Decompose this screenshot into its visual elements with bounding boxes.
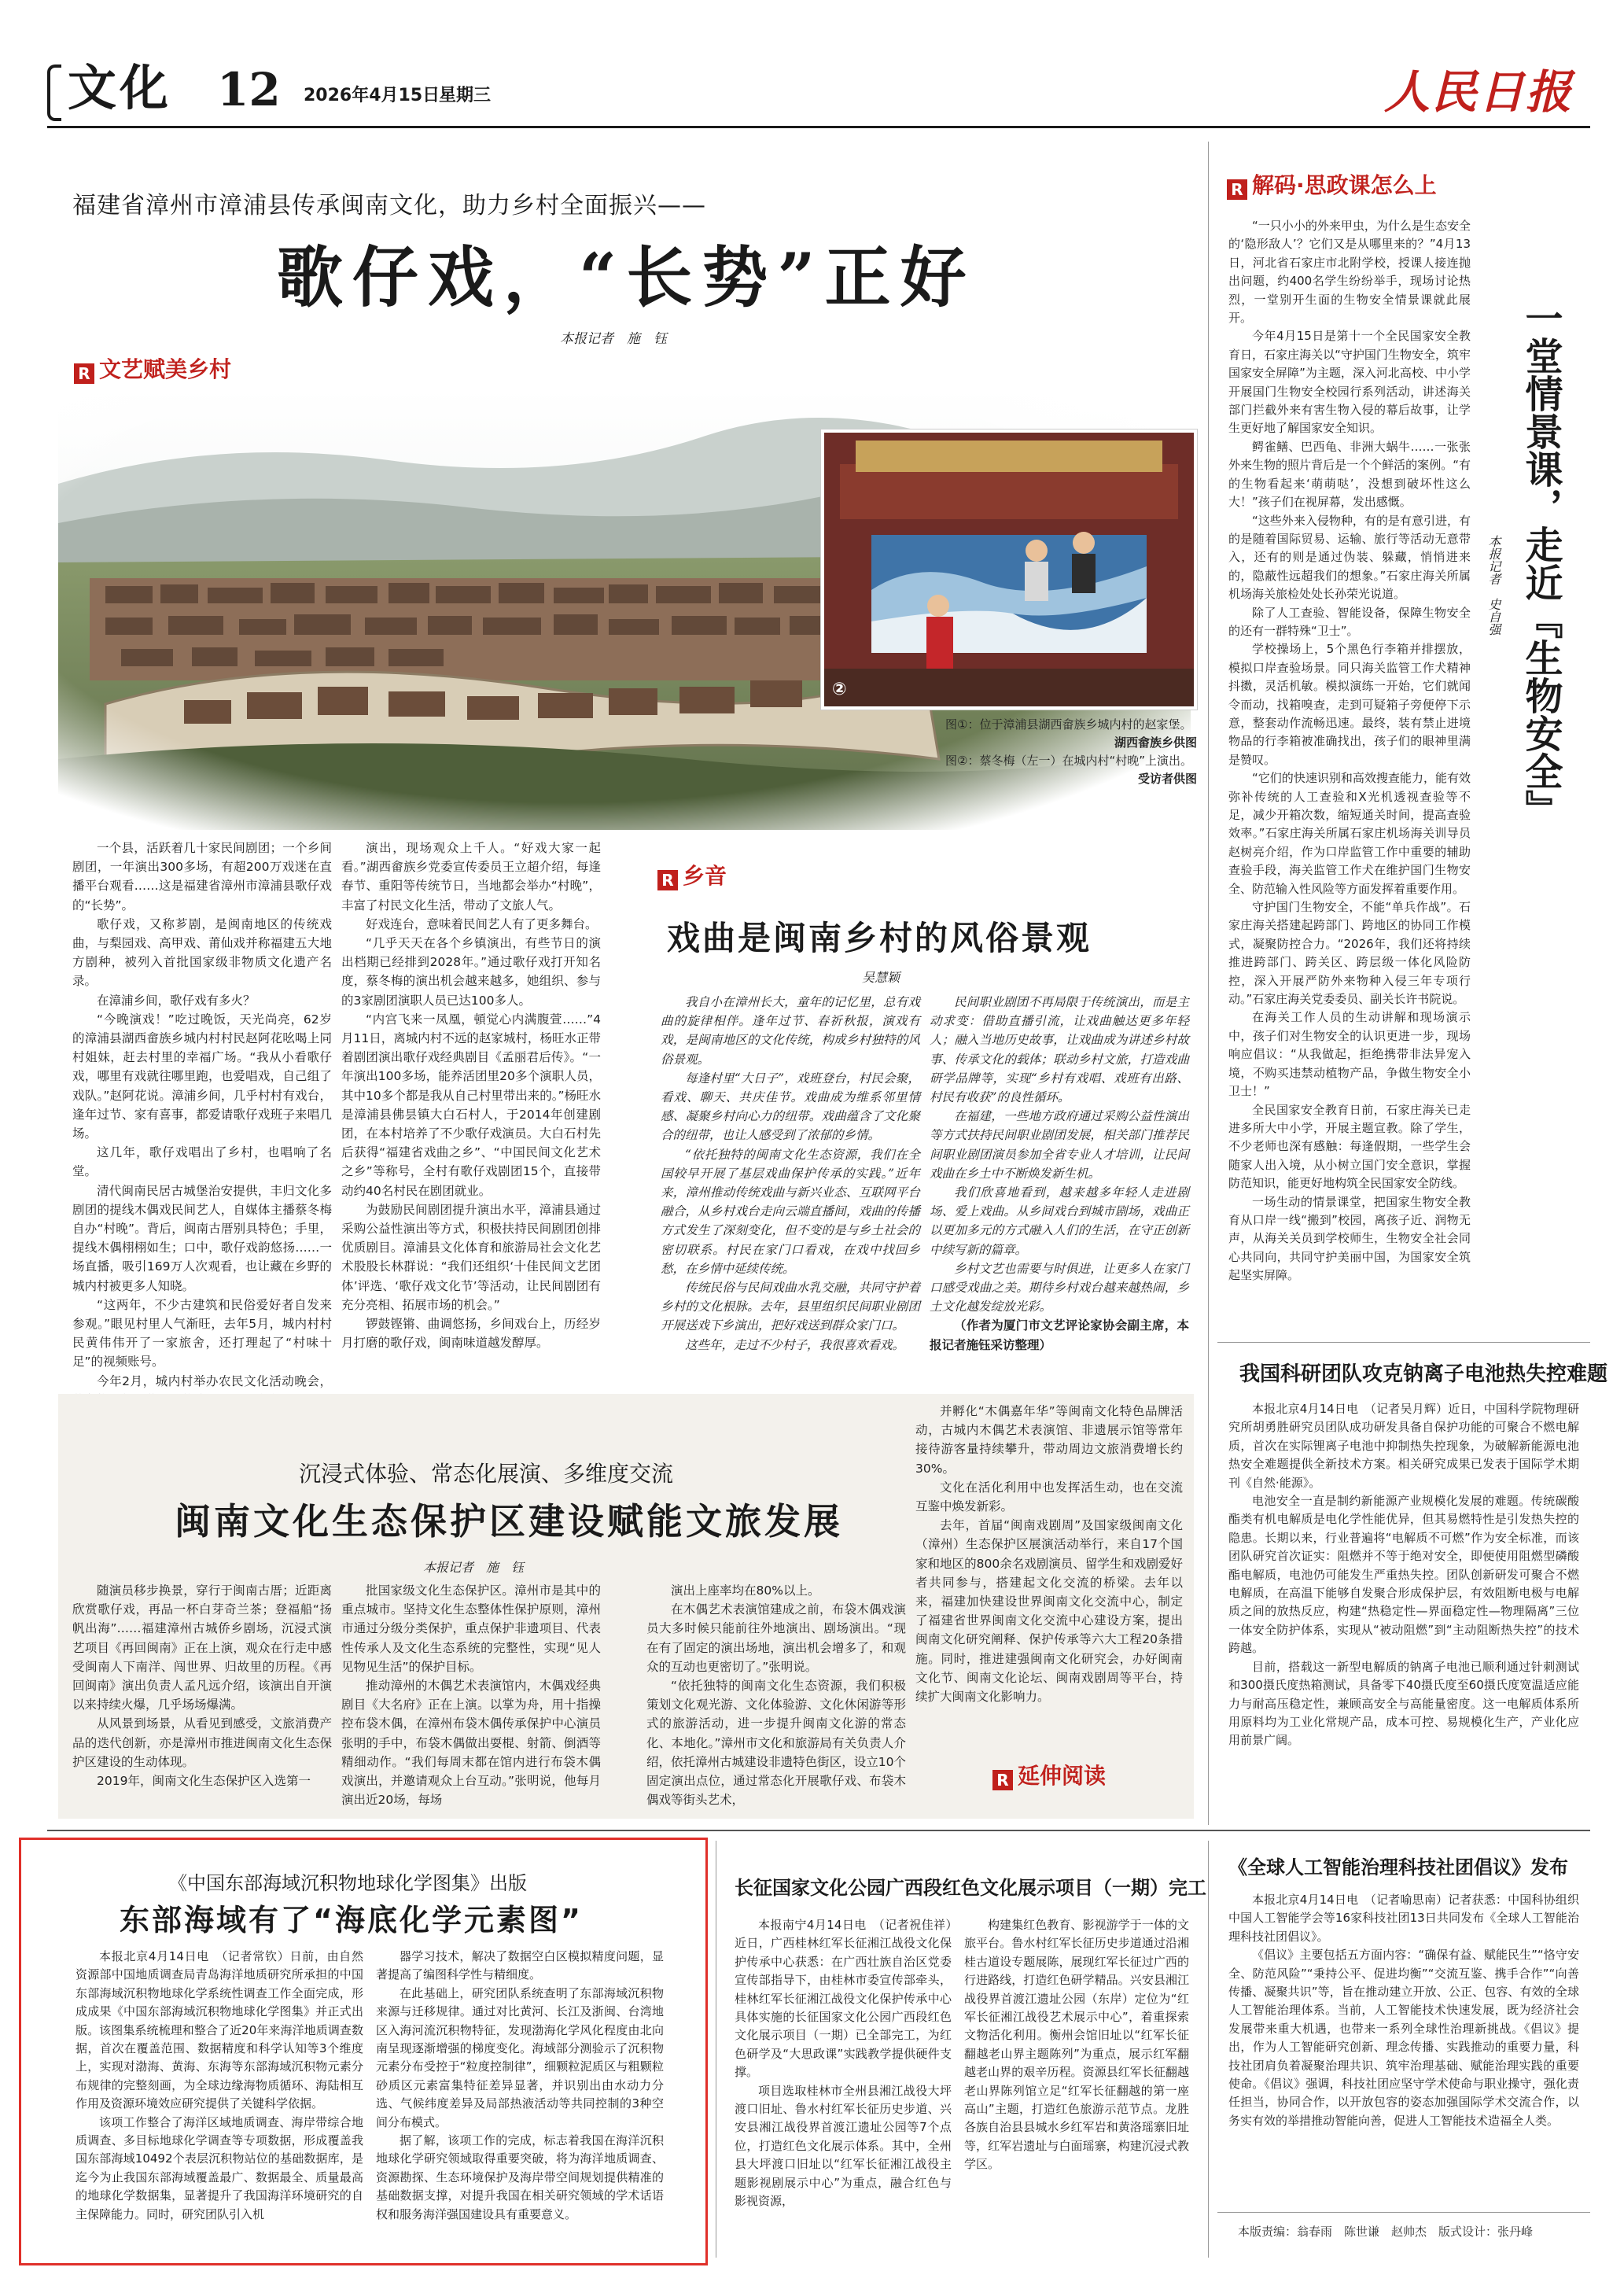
para: 2019年，闽南文化生态保护区入选第一 bbox=[97, 1774, 311, 1789]
para: 在福建，一些地方政府通过采购公益性演出等方式扶持民间职业剧团发展，相关部门推荐民间职业剧团演员参加全省专业人才培训，让民间戏曲在乡土中不断焕发新生机。 bbox=[930, 1109, 1189, 1181]
para: 歌仔戏，又称芗剧，是闽南地区的传统戏曲，与梨园戏、高甲戏、莆仙戏并称福建五大地方剧种，被列入首批国家级非物质文化遗产名录。 bbox=[72, 916, 332, 989]
eco-kicker: 沉浸式体验、常态化展演、多维度交流 bbox=[299, 1461, 674, 1487]
para: 在漳浦乡间，歌仔戏有多火？ bbox=[97, 993, 256, 1008]
r-badge-icon: R bbox=[657, 870, 678, 890]
para: 据了解，该项工作的完成，标志着我国在海洋沉积地球化学研究领域取得重要突破，将为海洋地质调查、资源勘探、生态环境保护及海岸带空间规划提供精准的基础数据支撑，对提升我国在相关研究领域的学术话语权和服务海洋强国建设具有重要意义。 bbox=[376, 2133, 664, 2221]
battery-headline: 我国科研团队攻克钠离子电池热失控难题 bbox=[1239, 1362, 1608, 1386]
para: （作者为厦门市文艺评论家协会副主席，本报记者施钰采访整理） bbox=[930, 1318, 1189, 1352]
column-tag-wenyi-label: 文艺赋美乡村 bbox=[99, 356, 232, 382]
para: 全民国家安全教育日前，石家庄海关已走进多所大中小学，开展主题宣教。除了学生，不少老师也深有感触：每逢假期，一些学生会随家人出入境，从小树立国门安全意识，掌握防范知识，能更好地构筑全民国家安全防线。 bbox=[1228, 1102, 1471, 1191]
para: 这些年，走过不少村子，我很喜欢看戏。 bbox=[685, 1337, 905, 1352]
redarmy-col1 bbox=[735, 1916, 952, 2259]
para: “这两年，不少古建筑和民俗爱好者自发来参观。”眼见村里人气渐旺，去年5月，城内村村民黄伟伟开了一家旅舍，还打理起了“村味十足”的视频账号。 bbox=[72, 1297, 332, 1370]
para: 今年2月，城内村举办农民文化活动晚会， bbox=[97, 1373, 332, 1388]
para: 演出上座率均在80%以上。 bbox=[671, 1583, 820, 1598]
ai-body bbox=[1228, 1891, 1579, 2206]
para: “几乎天天在各个乡镇演出，有些节日的演出档期已经排到2028年。”通过歌仔戏打开知名度，蔡冬梅的演出机会越来越多，她组织、参与的3家剧团演职人员已达100多人。 bbox=[341, 936, 601, 1008]
r-badge-icon: R bbox=[992, 1770, 1013, 1790]
seabed-col2 bbox=[376, 1948, 664, 2258]
issue-date: 2026年4月15日 bbox=[304, 86, 440, 105]
eco-byline: 本报记者 施 钰 bbox=[423, 1560, 525, 1575]
para: 鳄雀鳝、巴西龟、非洲大蜗牛……一张张外来生物的照片背后是一个个鲜活的案例。“有的生物看起来‘萌萌哒’，没想到破坏性这么大！”孩子们在视屏幕，发出感慨。 bbox=[1228, 439, 1471, 510]
para: 批国家级文化生态保护区。漳州市是其中的重点城市。坚持文化生态整体性保护原则，漳州市通过分级分类保护，重点保护非遗项目、代表性传承人及文化生态系统的完整性，实现“见人见物见生活”的保护目标。 bbox=[341, 1583, 601, 1674]
ai-divider bbox=[1208, 1841, 1209, 2258]
caption-2-credit: 受访者供图 bbox=[1137, 772, 1197, 786]
xiangyin-headline: 戏曲是闽南乡村的风俗景观 bbox=[667, 919, 1092, 957]
eco-col4 bbox=[915, 1394, 1183, 1756]
sidebar-body bbox=[1228, 217, 1471, 1283]
para: 民间职业剧团不再局限于传统演出，而是主动求变：借助直播引流，让戏曲触达更多年轻人；融入当地历史故事，让戏曲成为讲述乡村故事、传承文化的载体；联动乡村文旅，打造戏曲研学品牌等，实现“乡村有戏唱、戏班有出路、村民有收获”的良性循环。 bbox=[930, 995, 1189, 1105]
column-tag-xiangyin-label: 乡音 bbox=[683, 863, 727, 889]
para: 本报北京4月14日电 （记者常钦）日前，由自然资源部中国地质调查局青岛海洋地质研究所承担的中国东部海域沉积物地球化学系统性调查工作全面完成，形成成果《中国东部海域沉积物地球化学图集》并正式出版。该图集系统梳理和整合了近20年来海洋地质调查数据，首次在覆盖范围、数据精度和科学认知等3个维度上，实现对渤海、黄海、东海等东部海域沉积物元素分布规律的完整刻画，为全球边缘海物质循环、海陆相互作用及资源环境效应研究提供了关键科学依据。 bbox=[75, 1949, 363, 2111]
photo1-number: ① bbox=[75, 801, 90, 820]
paper-logo: 人民日报 bbox=[1384, 65, 1574, 119]
column-tag-decode bbox=[1227, 168, 1437, 200]
eco-col1 bbox=[72, 1581, 332, 1809]
footer-editors: 本版责编：翁春雨 陈世谦 赵帅杰 版式设计：张丹峰 bbox=[1238, 2225, 1534, 2239]
para: 构建集红色教育、影视游学于一体的文旅平台。鲁水村红军长征历史步道通过沿湘桂古道设专题展陈，展现红军长征过广西的行进路线，打造红色研学精品。兴安县湘江战役界首渡江遗址公园（东岸）定位为“红军长征湘江战役艺术展示中心”，着重探索文物活化利用。衡州会馆旧址以“红军长征翻越老山界主题陈列”为重点，展示红军翻越老山界的艰辛历程。资源县红军长征翻越老山界陈列馆立足“红军长征翻越的第一座高山”主题，打造红色旅游示范节点。龙胜各族自治县县城水乡红军岩和黄洛瑶寨旧址等，红军岩遗址与白面瑶寨，构建沉浸式教学区。 bbox=[964, 1918, 1189, 2172]
main-byline: 本报记者 施 钰 bbox=[560, 331, 667, 347]
para: 该项工作整合了海洋区域地质调查、海岸带综合地质调查、多目标地球化学调查等专项数据，形成覆盖我国东部海域10492个表层沉积物站位的基础数据库，是迄今为止我国东部海域覆盖最广、数据最全、质量最高的地球化学数据集，显著提升了我国海洋环境研究的自主保障能力。同时，研究团队引入机 bbox=[75, 2114, 363, 2221]
column-tag-wenyi bbox=[74, 352, 231, 384]
masthead-bracket bbox=[47, 65, 61, 121]
para: 演出，现场观众上千人。“好戏大家一起看。”湖西畲族乡党委宣传委员王立超介绍，每逢春节、重阳等传统节日，当地都会举办“村晚”，丰富了村民文化生活，带动了文旅人气。 bbox=[341, 841, 601, 912]
footer-rule bbox=[1217, 2212, 1590, 2213]
sidebar-divider bbox=[1208, 142, 1209, 1825]
para: “今晚演戏！”吃过晚饭，天光尚亮，62岁的漳浦县湖西畲族乡城内村村民赵阿花吆喝上同村姐妹，赶去村里的幸福广场。“我从小看歌仔戏，哪里有戏就往哪里跑，也爱唱戏，自己组了戏队。”赵阿花说。漳浦乡间，几乎村村有戏台，逢年过节、家有喜事，都爱请歌仔戏班子来唱几场。 bbox=[72, 1012, 332, 1141]
para: 学校操场上，5个黑色行李箱并排摆放，模拟口岸查验场景。同只海关监管工作犬精神抖擞，灵活机敏。模拟演练一开始，它们就闻令而动，找箱嗅查，走到可疑箱子旁便停下示意，整套动作流畅迅速。最终，装有禁止进境物品的行李箱被准确找出，孩子们的眼神里满是赞叹。 bbox=[1228, 642, 1471, 767]
caption-2: 图②：蔡冬梅（左一）在城内村“村晚”上演出。 bbox=[945, 754, 1192, 768]
para: “内宫飞来一凤凰，頓觉心内满腹萱……”4月11日，离城内村不远的赵家城村，杨旺水正带着剧团演出歌仔戏经典剧目《孟丽君后传》。“一年演出100多场，能养活团里20多个演职人员，其中10多个都是我从自己村里带出来的。”杨旺水是漳浦县佛昙镇大白石村人，于2014年创建剧团，在本村培养了不少歌仔戏演员。大白石村先后获得“福建省戏曲之乡”、“中国民间文化艺术之乡”等称号，全村有歌仔戏剧团15个，直接带动约40名村民在剧团就业。 bbox=[341, 1012, 602, 1198]
page-number: 12 bbox=[217, 63, 281, 116]
para: 并孵化“木偶嘉年华”等闽南文化特色品牌活动，古城内木偶艺术表演馆、非遗展示馆等常年接待游客量持续攀升，带动周边文旅消费增长约30%。 bbox=[915, 1404, 1183, 1476]
para: 一个县，活跃着几十家民间剧团；一个乡间剧团，一年演出300多场，有超200万戏迷在直播平台观看……这是福建省漳州市漳浦县歌仔戏的“长势”。 bbox=[72, 841, 332, 912]
battery-body bbox=[1228, 1400, 1579, 1825]
para: 本报北京4月14日电 （记者喻思南）记者获悉：中国科协组织中国人工智能学会等16家科技社团13日共同发布《全球人工智能治理科技社团倡议》。 bbox=[1228, 1893, 1579, 1944]
para: “依托独特的闽南文化生态资源，我们在全国较早开展了基层戏曲保护传承的实践。”近年来，漳州推动传统戏曲与新兴业态、互联网平台融合，从乡村戏台走向云端直播间，戏曲的传播方式发生了深刻变化，但不变的是与乡土社会的密切联系。村民在家门口看戏，在戏中找回乡愁，在乡情中延续传统。 bbox=[661, 1147, 920, 1276]
masthead bbox=[47, 49, 1589, 127]
xiangyin-byline: 吴慧颖 bbox=[862, 970, 900, 985]
column-tag-extend bbox=[992, 1759, 1106, 1790]
main-headline: 歌仔戏，“长势”正好 bbox=[277, 238, 976, 316]
xiangyin-col1 bbox=[661, 993, 920, 1386]
issue-weekday: 星期三 bbox=[439, 86, 492, 105]
para: “这些外来入侵物种，有的是有意引进，有的是随着国际贸易、运输、旅行等活动无意带入，还有的则是通过伪装、躲藏，悄悄进来的，隐蔽性远超我们的想象。”石家庄海关所属机场海关旅检处处长孙荣光说道。 bbox=[1228, 513, 1471, 602]
column-tag-extend-label: 延伸阅读 bbox=[1018, 1763, 1107, 1789]
para: 《倡议》主要包括五方面内容：“确保有益、赋能民生”“恪守安全、防范风险”“秉持公平、促进均衡”“交流互鉴、携手合作”“向善传播、凝聚共识”等，旨在推动建立开放、公正、包容、有效的全球人工智能治理体系。当前，人工智能技术快速发展，既为经济社会发展带来重大机遇，也带来一系列全球性治理新挑战。《倡议》提出，作为人工智能研究创新、理念传播、实践推动的重要力量，科技社团肩负着凝聚治理共识、筑牢治理基础、赋能治理实践的重要使命。《倡议》强调，科技社团应坚守学术使命与职业操守，强化责任担当，协同合作，以开放包容的姿态加强国际学术交流合作，以务实有效的举措推动智能向善，促进人工智能技术造福全人类。 bbox=[1228, 1948, 1579, 2128]
para: 本报北京4月14日电 （记者吴月辉）近日，中国科学院物理研究所胡勇胜研究员团队成功研发具备自保护功能的可聚合不燃电解质，首次在实际锂离子电池中抑制热失控现象，为破解新能源电池热安全难题提供全新技术方案。相关研究成果已发表于国际学术期刊《自然·能源》。 bbox=[1228, 1402, 1579, 1490]
para: 好戏连台，意味着民间艺人有了更多舞台。 bbox=[366, 916, 598, 931]
para: 为鼓励民间剧团提升演出水平，漳浦县通过采购公益性演出等方式，积极扶持民间剧团创排优质剧目。漳浦县文化体育和旅游局社会文化艺术股股长林群说：“我们还组织‘十佳民间文艺团体’评选、‘歌仔戏文化节’等活动，让民间剧团有充分亮相、拓展市场的机会。” bbox=[341, 1202, 601, 1312]
para: 今年4月15日是第十一个全民国家安全教育日，石家庄海关以“守护国门生物安全，筑牢国家安全屏障”为主题，深入河北高校、中小学开展国门生物安全校园行系列活动，讲述海关部门拦截外来有害生物入侵的幕后故事，让学生更好地了解国家安全知识。 bbox=[1228, 329, 1471, 436]
para: 在此基础上，研究团队系统查明了东部海域沉积物来源与迁移规律。通过对比黄河、长江及浙闽、台湾地区入海河流沉积物特征，发现渤海化学风化程度由北向南呈现逐渐增强的梯度变化。海域部分测验示了沉积物元素分布受控于“粒度控制律”，细颗粒泥质区与粗颗粒砂质区元素富集特征差异显著，并识别出由水动力分选、气候纬度差异及局部热液活动等共同控制的3种空间分布模式。 bbox=[376, 1985, 664, 2129]
photo-captions bbox=[945, 716, 1197, 788]
column-tag-xiangyin bbox=[657, 859, 727, 890]
para: 项目选取桂林市全州县湘江战役大坪渡口旧址、鲁水村红军长征历史步道、兴安县湘江战役界首渡江遗址公园等7个点位，打造红色文化展示体系。其中，全州县大坪渡口旧址以“红军长征湘江战役主题影视剧展示中心”为重点，融合红色与影视资源， bbox=[735, 2083, 952, 2209]
para: 文化在活化利用中也发挥活生动，也在交流互鉴中焕发新彩。 bbox=[915, 1480, 1183, 1514]
xiangyin-col2 bbox=[930, 993, 1189, 1386]
para: 乡村文艺也需要与时俱进，让更多人在家门口感受戏曲之美。期待乡村戏台越来越热闹，乡土文化越发绽放光彩。 bbox=[930, 1261, 1189, 1314]
sidebar-vertical-title: 一堂情景课，走近『生物安全』 bbox=[1519, 299, 1563, 828]
caption-1: 图①：位于漳浦县湖西畲族乡城内村的赵家堡。 bbox=[945, 717, 1192, 732]
para: “一只小小的外来甲虫，为什么是生态安全的‘隐形敌人’？它们又是从哪里来的？”4月13日，河北省石家庄市北附学校，授课人接连抛出问题，约400名学生纷纷举手，现场讨论热烈，一堂别开生面的生物安全情景课就此展开。 bbox=[1228, 219, 1471, 326]
r-badge-icon: R bbox=[1227, 179, 1247, 200]
photo-stage-performance bbox=[821, 429, 1197, 710]
eco-headline: 闽南文化生态保护区建设赋能文旅发展 bbox=[175, 1500, 843, 1543]
para: 每逢村里“大日子”，戏班登台，村民会聚，看戏、聊天、共庆佳节。戏曲成为维系邻里情感、凝聚乡村向心力的纽带。戏曲蕴含了文化聚合的纽带，也让人感受到了浓郁的乡情。 bbox=[661, 1071, 920, 1143]
para: 我自小在漳州长大，童年的记忆里，总有戏曲的旋律相伴。逢年过节、春祈秋报，演戏有戏，是闽南地区的文化传统，构成乡村独特的风俗景观。 bbox=[661, 995, 920, 1067]
para: 锣鼓铿锵、曲调悠扬，乡间戏台上，历经岁月打磨的歌仔戏，闽南味道越发醇厚。 bbox=[341, 1317, 601, 1351]
para: 除了人工查验、智能设备，保障生物安全的还有一群特殊“卫士”。 bbox=[1228, 605, 1471, 638]
seabed-headline: 东部海域有了“海底化学元素图” bbox=[120, 1903, 583, 1937]
para: 在木偶艺术表演馆建成之前，布袋木偶戏演员大多时候只能前往外地演出、剧场演出。“现在有了固定的演出场地，演出机会增多了，和观众的互动也更密切了。”张明说。 bbox=[646, 1602, 906, 1674]
para: 一场生动的情景课堂，把国家生物安全教育从口岸一线“搬到”校园，离孩子近、润物无声，从海关关员到学校师生，生物安全社会同心共同向，共同守护美丽中国，为国家安全筑起坚实屏障。 bbox=[1228, 1194, 1471, 1283]
para: 我们欣喜地看到，越来越多年轻人走进剧场、爱上戏曲。从乡间戏台到城市剧场，戏曲正以更加多元的方式融入人们的生活，在守正创新中续写新的篇章。 bbox=[930, 1185, 1189, 1257]
redarmy-col2 bbox=[964, 1916, 1189, 2259]
ai-headline: 《全球人工智能治理科技社团倡议》发布 bbox=[1228, 1856, 1568, 1878]
seabed-col1 bbox=[75, 1948, 363, 2258]
seabed-kicker: 《中国东部海域沉积物地球化学图集》出版 bbox=[168, 1872, 527, 1894]
sidebar-vertical-byline: 本报记者 史自强 bbox=[1486, 535, 1501, 636]
column-tag-decode-label: 解码·思政课怎么上 bbox=[1252, 172, 1437, 198]
main-body-col2 bbox=[341, 839, 601, 1389]
battery-rule bbox=[1217, 1342, 1590, 1343]
section-name: 文化 bbox=[68, 59, 172, 116]
para: 从风景到场景，从看见到感受，文旅消费产品的迭代创新，亦是漳州市推进闽南文化生态保护区建设的生动体现。 bbox=[72, 1716, 332, 1769]
main-body-col1 bbox=[72, 839, 332, 1389]
para: 守护国门生物安全，不能“单兵作战”。石家庄海关搭建起跨部门、跨地区的协同工作模式，凝聚防控合力。“2026年，我们还将持续推进跨部门、跨关区、跨层级一体化风险防控，深入开展严防外来物种入侵三年专项行动。”石家庄海关党委委员、副关长许书院说。 bbox=[1228, 900, 1471, 1007]
para: 器学习技术，解决了数据空白区模拟精度问题，显著提高了编图科学性与精细度。 bbox=[376, 1949, 664, 1982]
para: “它们的快速识别和高效搜查能力，能有效弥补传统的人工查验和X光机透视查验等不足，减少开箱次数，缩短通关时间，提高查验效率。”石家庄海关所属石家庄机场海关训导员赵树亮介绍，作为口岸监管工作中重要的辅助查验手段，海关监管工作犬在维护国门生物安全、防范输入性风险等方面发挥着重要作用。 bbox=[1228, 771, 1471, 896]
r-badge-icon: R bbox=[74, 363, 94, 384]
caption-1-credit: 湖西畲族乡供图 bbox=[1114, 735, 1197, 750]
para: 目前，搭载这一新型电解质的钠离子电池已顺利通过针刺测试和300摄氏度热箱测试，具备零下40摄氏度至60摄氏度宽温适应能力与耐高压稳定性，兼顾高安全与高能量密度。这一电解质体系所用原料均为工业化常规产品，成本可控、易规模化生产，产业化应用前景广阔。 bbox=[1228, 1659, 1579, 1748]
eco-col2 bbox=[341, 1581, 601, 1809]
para: 去年，首届“闽南戏剧周”及国家级闽南文化（漳州）生态保护区展演活动举行，来自17个国家和地区的800余名戏剧演员、留学生和戏剧爱好者共同参与，搭建起文化交流的桥梁。去年以来，福建加快建设世界闽南文化交流中心，制定了福建省世界闽南文化交流中心建设方案，提出闽南文化研究阐释、保护传承等六大工程20条措施。同时，推进建强闽南文化研究会，办好闽南文化节、闽南文化论坛、闽南戏剧周等平台，持续扩大闽南文化影响力。 bbox=[915, 1518, 1183, 1705]
main-kicker: 福建省漳州市漳浦县传承闽南文化，助力乡村全面振兴—— bbox=[72, 192, 706, 219]
photo2-number: ② bbox=[832, 680, 847, 699]
para: 传统民俗与民间戏曲水乳交融，共同守护着乡村的文化根脉。去年，县里组织民间职业剧团开展送戏下乡演出，把好戏送到群众家门口。 bbox=[661, 1281, 920, 1333]
para: “依托独特的闽南文化生态资源，我们积极策划文化观光游、文化体验游、文化休闲游等形式的旅游活动，进一步提升闽南文化游的常态化、本地化。”漳州市文化和旅游局有关负责人介绍，依托漳州古城建设非遗特色街区，设立10个固定演出点位，通过常态化开展歌仔戏、布袋木偶戏等街头艺术， bbox=[646, 1679, 906, 1808]
para: 这几年，歌仔戏唱出了乡村，也唱响了名堂。 bbox=[72, 1145, 332, 1179]
para: 本报南宁4月14日电 （记者祝佳祥）近日，广西桂林红军长征湘江战役文化保护传承中心获悉：在广西壮族自治区党委宣传部指导下，由桂林市委宣传部牵头，桂林红军长征湘江战役文化保护传承中心具体实施的长征国家文化公园广西段红色文化展示项目（一期）已全部完工，为红色研学及“大思政课”实践教学提供硬件支撑。 bbox=[735, 1918, 952, 2080]
para: 推动漳州的木偶艺术表演馆内，木偶戏经典剧目《大名府》正在上演。以掌为舟，用十指操控布袋木偶，在漳州布袋木偶传承保护中心演员张明的手中，布袋木偶做出耍棍、射箭、倒酒等精细动作。“我们每周末都在馆内进行布袋木偶戏演出，并邀请观众上台互动。”张明说，他每月演出近20场，每场 bbox=[341, 1679, 601, 1808]
para: 清代闽南民居古城堡治安提供，丰归文化多剧团的提线木偶戏民间艺人，自媒体主播蔡冬梅自办“村晚”。背后，闽南古厝别具特色；手里，提线木偶栩栩如生；口中，歌仔戏韵悠扬……一场直播，吸引169万人次观看，也让藏在乡野的城内村被更多人知晓。 bbox=[72, 1183, 332, 1293]
eco-col3 bbox=[646, 1581, 906, 1809]
bottom-strip-rule bbox=[47, 1830, 1590, 1831]
redarmy-headline: 长征国家文化公园广西段红色文化展示项目（一期）完工 bbox=[735, 1877, 1206, 1899]
para: 在海关工作人员的生动讲解和现场演示中，孩子们对生物安全的认识更进一步，现场响应倡议：“从我做起，拒绝携带非法异宠入境，不购买违禁动植物产品，争做生物安全小卫士！” bbox=[1228, 1010, 1471, 1099]
masthead-rule bbox=[47, 126, 1590, 128]
para: 随演员移步换景，穿行于闽南古厝；近距离欣赏歌仔戏，再品一杯白芽奇兰茶；登福船“扬帆出海”……福建漳州古城侨乡剧场，沉浸式演艺项目《再回闽南》正在上演，观众在行走中感受闽南人下南洋、闯世界、归故里的历程。《再回闽南》演出负责人孟凡远介绍，该演出自开演以来持续火爆，几乎场场爆满。 bbox=[72, 1583, 332, 1712]
para: 电池安全一直是制约新能源产业规模化发展的难题。传统碳酸酯类有机电解质是电化学性能优异，但其易燃特性是引发热失控的隐患。长期以来，行业普遍将“电解质不可燃”作为安全标准，而该团队研究首次证实：阻燃并不等于绝对安全，即便使用阻燃型磷酸酯电解质，电池仍可能发生严重热失控。团队创新研发可聚合不燃电解质，在高温下能够自发聚合形成保护层，有效阻断电极与电解质之间的放热反应，构建“热稳定性—界面稳定性—物理隔离”三位一体安全防护体系，实现从“被动阻燃”到“主动阻断热失控”的技术跨越。 bbox=[1228, 1494, 1579, 1656]
